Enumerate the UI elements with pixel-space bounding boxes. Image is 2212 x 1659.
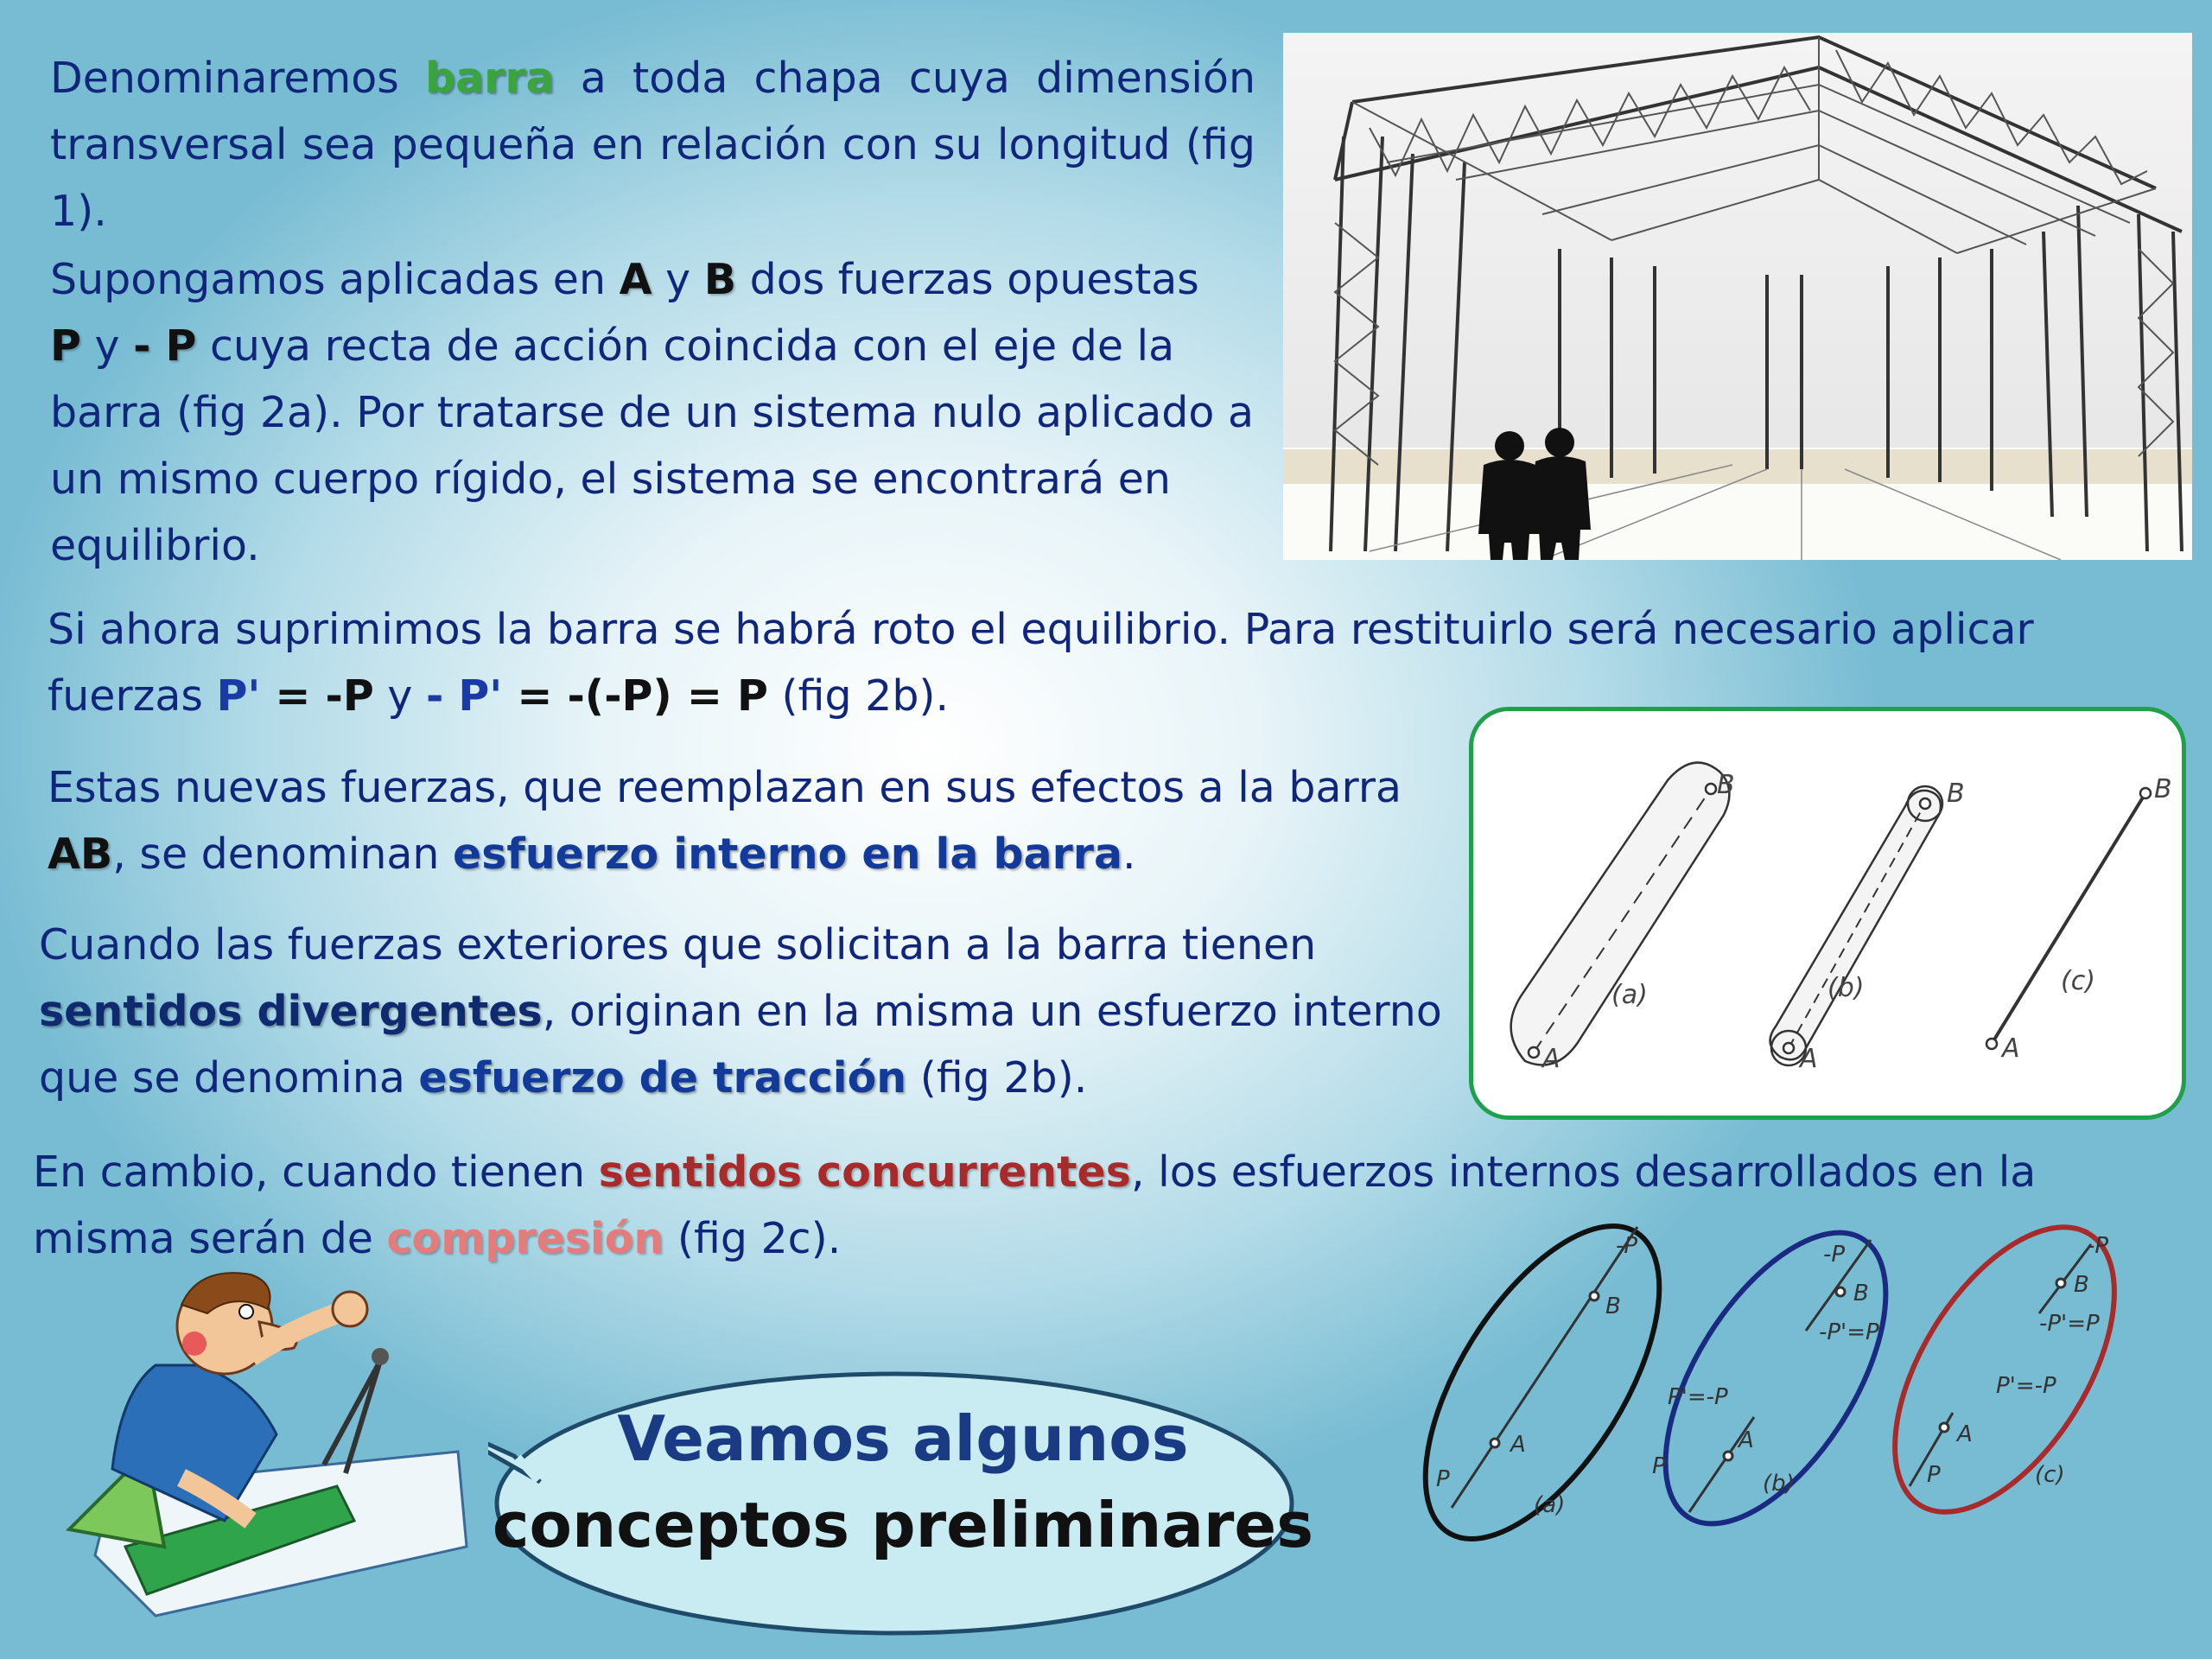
equation-minus-p-prime: - P' bbox=[425, 671, 503, 721]
figure-2-bar-diagrams bbox=[1469, 707, 2186, 1120]
label-fig-b: (b) bbox=[1827, 973, 1865, 1003]
term-divergent: sentidos divergentes bbox=[39, 987, 543, 1036]
diagram-c-pp: P'=-P bbox=[1996, 1373, 2056, 1399]
diagram-c-a: A bbox=[1957, 1421, 1973, 1447]
equation-p-prime: P' bbox=[216, 671, 261, 721]
steel-truss-structure-photo bbox=[1283, 33, 2192, 560]
term-internal-effort: esfuerzo interno en la barra bbox=[453, 830, 1123, 879]
text: . bbox=[1122, 830, 1136, 879]
text: (fig 2b). bbox=[767, 671, 950, 721]
diagram-b-a: A bbox=[1738, 1427, 1754, 1453]
text: , los esfuerzos internos desarrollados en la misma serán de bbox=[33, 1147, 2037, 1263]
force-p-label: P bbox=[50, 321, 81, 371]
diagram-b-label: (b) bbox=[1763, 1471, 1795, 1497]
text: Denominaremos bbox=[50, 54, 426, 103]
diagram-a-a: A bbox=[1510, 1432, 1526, 1458]
term-traction: esfuerzo de tracción bbox=[418, 1053, 907, 1103]
text: dos fuerzas opuestas bbox=[736, 255, 1199, 304]
diagram-c-mpp: -P'=P bbox=[2039, 1311, 2100, 1337]
bar-diagrams-svg bbox=[1473, 711, 2182, 1116]
diagram-a-b: B bbox=[1605, 1294, 1621, 1319]
diagram-a-p: P bbox=[1436, 1466, 1450, 1492]
term-barra: barra bbox=[425, 54, 555, 103]
bubble-line-1: Veamos algunos bbox=[617, 1402, 1189, 1475]
point-a-fig-a: A bbox=[1542, 1044, 1560, 1074]
text: , se denominan bbox=[112, 830, 454, 879]
diagram-c-b: B bbox=[2074, 1272, 2089, 1298]
point-a-label: A bbox=[619, 255, 652, 304]
text: , originan en la misma un esfuerzo interno bbox=[542, 987, 1442, 1036]
force-minus-p-label: - P bbox=[133, 321, 197, 371]
engineer-cartoon-illustration bbox=[52, 1262, 484, 1624]
bubble-line-2: conceptos preliminares bbox=[492, 1489, 1314, 1561]
equation-result: = -(-P) = P bbox=[502, 671, 768, 721]
bar-ab-label: AB bbox=[48, 830, 113, 879]
point-b-fig-b: B bbox=[1947, 779, 1965, 809]
text: En cambio, cuando tienen bbox=[33, 1147, 599, 1197]
diagram-c-minus-p: -P bbox=[2087, 1233, 2109, 1259]
diagram-b-minus-p: -P bbox=[1823, 1242, 1846, 1268]
diagram-b-pp: P'=-P bbox=[1668, 1384, 1728, 1410]
point-b-fig-c: B bbox=[2154, 774, 2172, 804]
text: y bbox=[80, 321, 134, 371]
paragraph-forces-equilibrium bbox=[50, 246, 1277, 579]
diagram-a-label: (a) bbox=[1534, 1492, 1566, 1518]
diagram-c-p: P bbox=[1927, 1462, 1941, 1488]
text: a toda chapa cuya dimensión transversal sea pequeña en relación con su longitud (fig 1). bbox=[50, 54, 1255, 236]
text: y bbox=[652, 255, 704, 304]
text: (fig 2c). bbox=[664, 1214, 842, 1263]
equation-minus-p: = -P bbox=[260, 671, 374, 721]
text: que se denomina bbox=[39, 1053, 419, 1103]
point-b-fig-a: B bbox=[1717, 770, 1735, 800]
diagram-c-label: (c) bbox=[2035, 1462, 2065, 1488]
label-fig-a: (a) bbox=[1611, 980, 1648, 1010]
force-ellipse-diagrams bbox=[1382, 1201, 2195, 1564]
diagram-a-minus-p: -P bbox=[1616, 1233, 1638, 1259]
text: Si ahora suprimimos la barra se habrá roto el equilibrio. Para restituirlo será necesario aplicar fuerzas bbox=[48, 605, 2034, 721]
text: (fig 2b). bbox=[906, 1053, 1088, 1103]
speech-bubble-text bbox=[488, 1395, 1318, 1568]
text: Cuando las fuerzas exteriores que solicitan a la barra tienen bbox=[39, 920, 1317, 969]
text: Supongamos aplicadas en bbox=[50, 255, 620, 304]
text: cuya recta de acción coincida con el eje de la barra (fig 2a). Por tratarse de un sistema nulo aplicado a un mismo cuerpo rígido, el sistema se encontrará en equilibrio. bbox=[50, 321, 1254, 570]
text: Estas nuevas fuerzas, que reemplazan en sus efectos a la barra bbox=[48, 763, 1402, 812]
point-b-label: B bbox=[703, 255, 737, 304]
diagram-b-b: B bbox=[1853, 1281, 1869, 1306]
paragraph-internal-effort bbox=[48, 754, 1465, 887]
point-a-fig-c: A bbox=[2002, 1033, 2020, 1064]
paragraph-traction bbox=[39, 912, 1473, 1111]
text: y bbox=[373, 671, 426, 721]
term-concurrent: sentidos concurrentes bbox=[598, 1147, 1131, 1197]
diagram-b-p: P bbox=[1652, 1453, 1666, 1479]
diagram-b-mpp: -P'=P bbox=[1819, 1319, 1879, 1345]
point-a-fig-b: A bbox=[1800, 1044, 1818, 1074]
label-fig-c: (c) bbox=[2061, 966, 2095, 996]
paragraph-barra-definition bbox=[50, 45, 1255, 245]
term-compression: compresión bbox=[386, 1214, 664, 1263]
